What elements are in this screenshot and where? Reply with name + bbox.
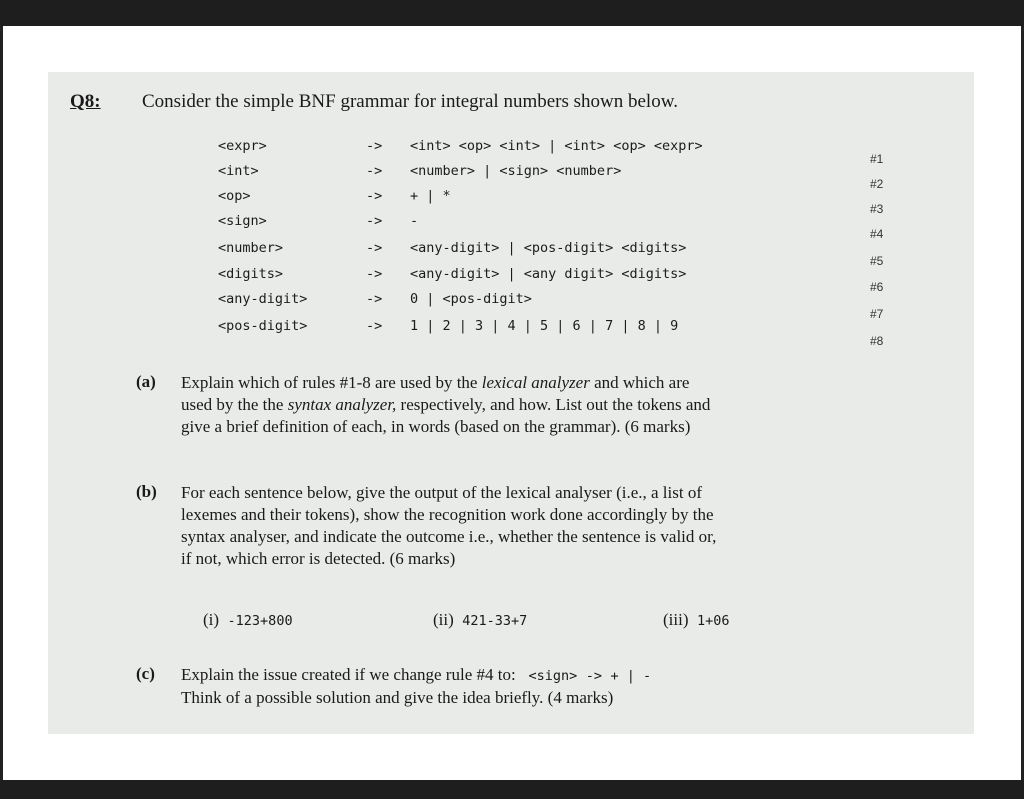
question-sheet: [48, 72, 974, 734]
grammar-lhs: <sign>: [218, 213, 267, 229]
grammar-rule-number: #8: [870, 334, 884, 348]
grammar-rule-number: #4: [870, 227, 884, 241]
grammar-rule-number: #7: [870, 307, 884, 321]
bottom-black-border: [0, 780, 1024, 799]
grammar-lhs: <int>: [218, 163, 259, 179]
grammar-lhs: <number>: [218, 240, 284, 256]
top-black-border: [0, 0, 1024, 26]
grammar-lhs: <digits>: [218, 266, 284, 282]
sentence-i: (i) -123+800: [203, 610, 293, 629]
part-c-label: (c): [136, 664, 155, 683]
grammar-lhs: <any-digit>: [218, 291, 308, 307]
question-number: Q8:: [70, 91, 101, 112]
question-text: Consider the simple BNF grammar for integral numbers shown below.: [142, 91, 678, 112]
grammar-arrow: ->: [366, 188, 383, 204]
grammar-arrow: ->: [366, 266, 383, 282]
part-b-label: (b): [136, 482, 157, 501]
part-a-label: (a): [136, 372, 156, 391]
grammar-rhs: -: [410, 213, 419, 229]
grammar-rhs: + | *: [410, 188, 451, 204]
part-b-text: For each sentence below, give the output of the lexical analyser (i.e., a list of lexemes and their tokens), show the recognition work done accordingly by the syntax analyser, and indicate the outcome i.e., whether the sentence is valid or, if not, which error is detected. (6 marks): [181, 483, 717, 568]
grammar-arrow: ->: [366, 291, 383, 307]
sentence-ii: (ii) 421-33+7: [433, 610, 528, 629]
grammar-rhs: 1 | 2 | 3 | 4 | 5 | 6 | 7 | 8 | 9: [410, 318, 679, 334]
grammar-rule-number: #6: [870, 280, 884, 294]
grammar-arrow: ->: [366, 138, 383, 154]
grammar-rule-number: #5: [870, 254, 884, 268]
sentence-iii: (iii) 1+06: [663, 610, 730, 629]
grammar-arrow: ->: [366, 318, 383, 334]
grammar-arrow: ->: [366, 163, 383, 179]
grammar-lhs: <op>: [218, 188, 251, 204]
grammar-arrow: ->: [366, 240, 383, 256]
grammar-arrow: ->: [366, 213, 383, 229]
grammar-rhs: <int> <op> <int> | <int> <op> <expr>: [410, 138, 703, 154]
part-a-text: Explain which of rules #1-8 are used by the lexical analyzer and which are used by the the syntax analyzer, respectively, and how. List out the tokens and give a brief definition of each, in words (based on the grammar). (6 marks): [181, 373, 711, 436]
grammar-rule-number: #3: [870, 202, 884, 216]
grammar-lhs: <expr>: [218, 138, 267, 154]
grammar-rhs: <any-digit> | <pos-digit> <digits>: [410, 240, 687, 256]
grammar-lhs: <pos-digit>: [218, 318, 308, 334]
grammar-rule-number: #2: [870, 177, 884, 191]
grammar-rhs: 0 | <pos-digit>: [410, 291, 532, 307]
grammar-rhs: <number> | <sign> <number>: [410, 163, 622, 179]
part-c-text: Explain the issue created if we change rule #4 to: <sign> -> + | - Think of a possible solution and give the idea briefly. (4 marks): [181, 665, 652, 707]
grammar-rule-number: #1: [870, 152, 884, 166]
grammar-rhs: <any-digit> | <any digit> <digits>: [410, 266, 687, 282]
